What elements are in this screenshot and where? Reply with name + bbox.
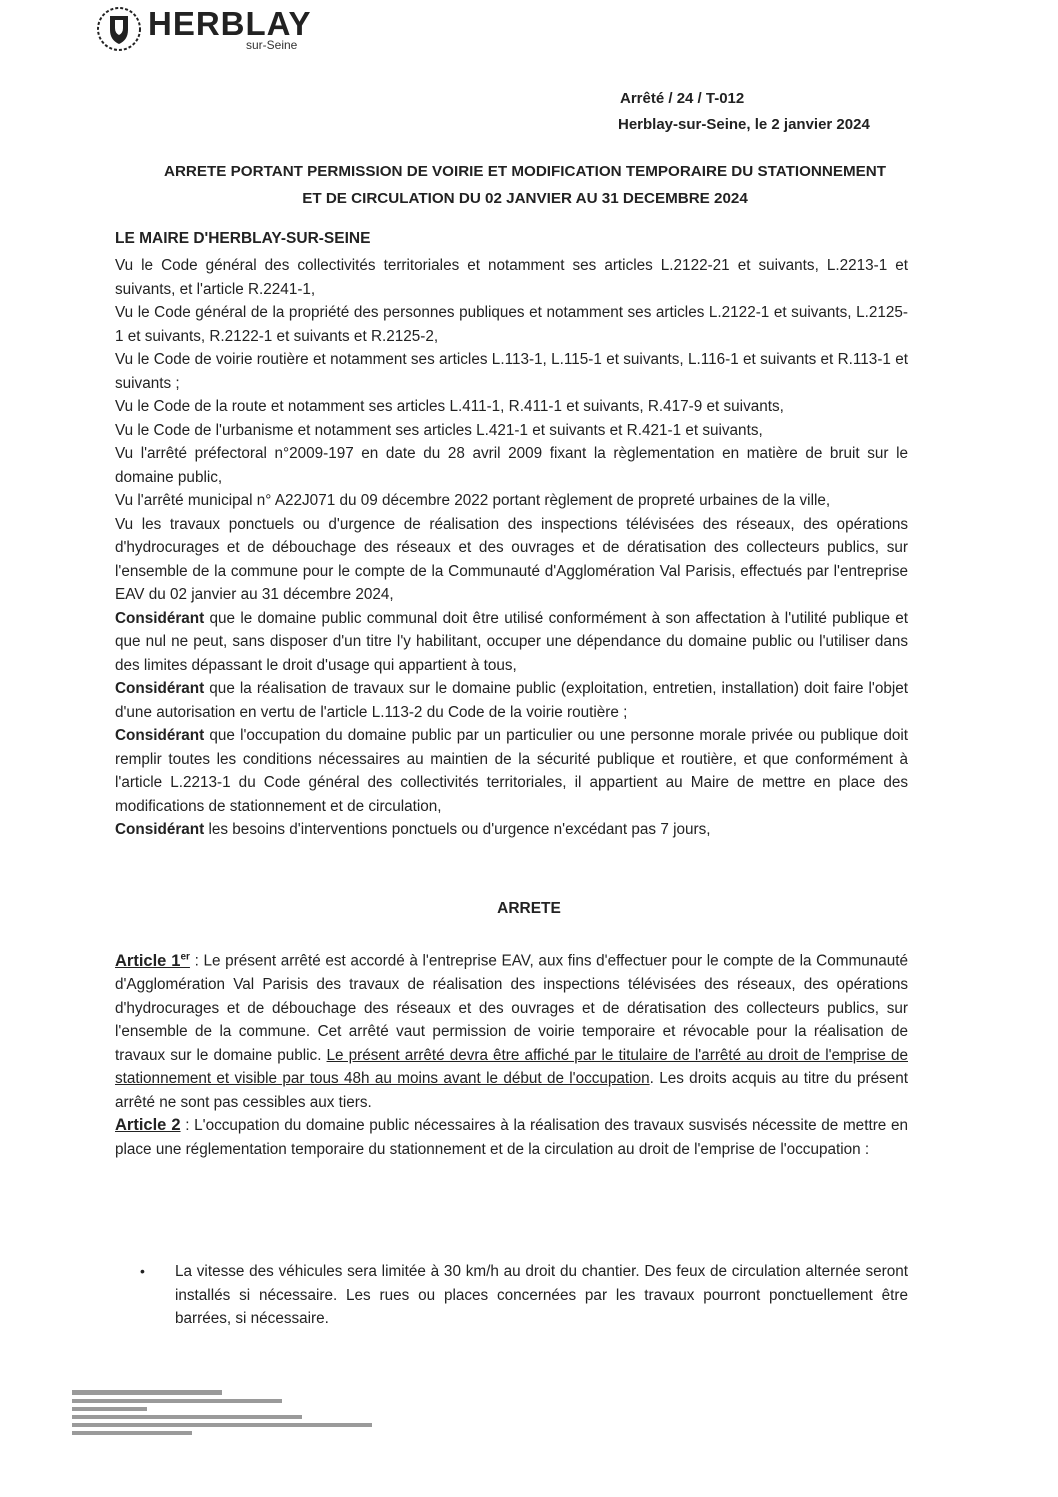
article-2 bbox=[115, 1114, 908, 1161]
measures-list bbox=[140, 1260, 908, 1331]
preamble bbox=[115, 254, 908, 842]
city-crest-icon bbox=[96, 6, 142, 52]
article-1-sup: er bbox=[180, 951, 190, 962]
document-reference bbox=[620, 86, 870, 138]
articles bbox=[115, 945, 908, 1161]
visa-item: Vu les travaux ponctuels ou d'urgence de réalisation des inspections télévisées des réseaux, des opérations d'hydrocurages et de débouchage des réseaux et des ouvrages et de dératisation des collecteurs publics, sur l'ensemble de la commune pour le compte de la Communauté d'Agglomération Val Parisis, effectués par l'entreprise EAV du 02 janvier au 31 décembre 2024, bbox=[115, 515, 908, 603]
visa-item: Vu le Code de l'urbanisme et notamment ses articles L.421-1 et suivants et R.421-1 et suivants, bbox=[115, 421, 763, 439]
article-1-text-end: . Les droits acquis au titre du présent arrêté ne sont pas cessibles aux tiers. bbox=[115, 1070, 908, 1111]
article-2-label: Article 2 bbox=[115, 1116, 181, 1134]
visa-item: Vu le Code général de la propriété des personnes publiques et notamment ses articles L.2122-1 et suivants, L.2125-1 et suivants, R.2122-1 et suivants et R.2125-2, bbox=[115, 304, 908, 345]
considerant-text: que la réalisation de travaux sur le domaine public (exploitation, entretien, installation) doit faire l'objet d'une autorisation en vertu de l'article L.113-2 du Code de la voirie routière ; bbox=[115, 680, 908, 721]
article-2-text: : L'occupation du domaine public nécessaires à la réalisation des travaux susvisés nécessite de mettre en place une réglementation temporaire du stationnement et de la circulation au droit de l'emprise de l'occupation : bbox=[115, 1117, 908, 1158]
logo-name: HERBLAY bbox=[148, 5, 312, 42]
considerant-item bbox=[115, 607, 908, 678]
arrete-heading: ARRETE bbox=[497, 900, 561, 917]
place-date: Herblay-sur-Seine, le 2 janvier 2024 bbox=[618, 116, 870, 133]
visa-item: Vu l'arrêté municipal n° A22J071 du 09 décembre 2022 portant règlement de propreté urbaines de la ville, bbox=[115, 492, 831, 509]
considerant-item bbox=[115, 818, 908, 842]
considerant-text: que le domaine public communal doit être utilisé conformément à son affectation à l'utilité publique et que nul ne peut, sans disposer d'un titre l'y habilitant, occuper une dépendance du domaine public ou l'utiliser dans des limites dépassant le droit d'usage qui appartient à tous, bbox=[115, 609, 908, 674]
considerant-keyword: Considérant bbox=[115, 821, 205, 838]
footer-address-block bbox=[72, 1390, 372, 1452]
article-1-posting-notice: Le présent arrêté devra être affiché par le titulaire de l'arrêté au droit de l'emprise de stationnement et visible par tous 48h au moins avant le début de l'occupation bbox=[115, 1046, 909, 1087]
considerant-text: que l'occupation du domaine public par un particulier ou une personne morale privée ou publique doit remplir toutes les conditions nécessaires au maintien de la sécurité publique et routière, et que conformément à l'article L.2213-1 du Code général des collectivités territoriales, il appartient au Maire de mettre en place des modifications de stationnement et de circulation, bbox=[115, 727, 908, 815]
title-line-2: ET DE CIRCULATION DU 02 JANVIER AU 31 DECEMBRE 2024 bbox=[302, 190, 748, 207]
reference-number: Arrêté / 24 / T-012 bbox=[620, 90, 745, 107]
visa-item: Vu l'arrêté préfectoral n°2009-197 en date du 28 avril 2009 fixant la règlementation en matière de bruit sur le domaine public, bbox=[115, 445, 908, 486]
herblay-logo bbox=[96, 4, 326, 56]
considerant-item bbox=[115, 724, 908, 818]
bullet-icon: • bbox=[140, 1263, 145, 1279]
illegible-address-text bbox=[72, 1390, 372, 1448]
article-1 bbox=[115, 945, 908, 1114]
list-item-text: La vitesse des véhicules sera limitée à 30 km/h au droit du chantier. Des feux de circulation alternée seront installés si nécessaire. Les rues ou places concernées par les travaux pourront ponctuellement être barrées, si nécessaire. bbox=[175, 1263, 908, 1327]
visa-item: Vu le Code de la route et notamment ses articles L.411-1, R.411-1 et suivants, R.417-9 et suivants, bbox=[115, 398, 784, 415]
document-title bbox=[110, 158, 940, 212]
title-line-1: ARRETE PORTANT PERMISSION DE VOIRIE ET MODIFICATION TEMPORAIRE DU STATIONNEMENT bbox=[164, 163, 886, 180]
list-item bbox=[140, 1260, 908, 1331]
considerant-keyword: Considérant bbox=[115, 680, 205, 697]
article-1-label: Article 1er bbox=[115, 951, 190, 970]
considerant-keyword: Considérant bbox=[115, 609, 205, 627]
mayor-heading: LE MAIRE D'HERBLAY-SUR-SEINE bbox=[115, 230, 371, 247]
logo-subtitle: sur-Seine bbox=[246, 38, 298, 52]
considerant-text: les besoins d'interventions ponctuels ou d'urgence n'excédant pas 7 jours, bbox=[204, 821, 711, 838]
article-1-text: : Le présent arrêté est accordé à l'entreprise EAV, aux fins d'effectuer pour le compte de la Communauté d'Agglomération Val Parisis des travaux de réalisation des inspections télévisées des réseaux, des opérations d'hydrocurages et de débouchage des réseaux et des ouvrages et de dératisation des collecteurs publics, sur l'ensemble de la commune. Cet arrêté vaut permission de voirie temporaire et révocable pour la réalisation de travaux sur le domaine public. bbox=[115, 952, 909, 1064]
considerant-keyword: Considérant bbox=[115, 727, 205, 744]
visa-item: Vu le Code général des collectivités territoriales et notamment ses articles L.2122-21 et suivants, L.2213-1 et suivants, et l'article R.2241-1, bbox=[115, 257, 908, 298]
considerant-item bbox=[115, 677, 908, 724]
visa-item: Vu le Code de voirie routière et notamment ses articles L.113-1, L.115-1 et suivants, L.116-1 et suivants et R.113-1 et suivants ; bbox=[115, 351, 908, 392]
